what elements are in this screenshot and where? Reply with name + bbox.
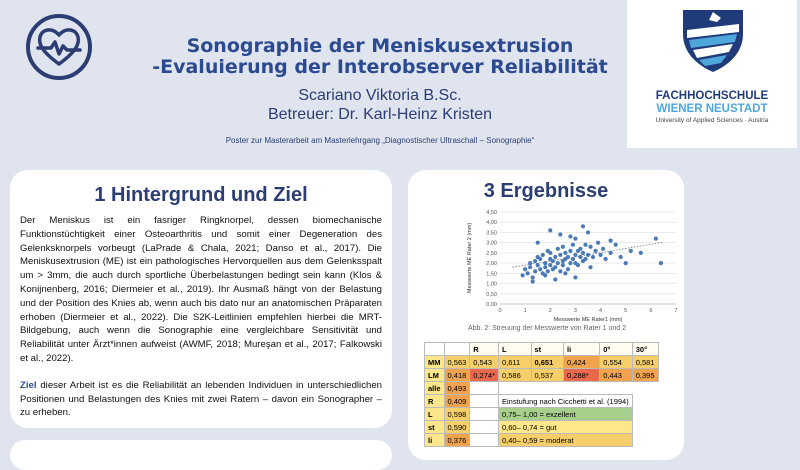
- table-row-label: R: [425, 395, 445, 408]
- table-row: [425, 434, 659, 447]
- table-row: [425, 356, 659, 369]
- scatter-point: [548, 251, 552, 255]
- table-cell: 0,543: [470, 356, 499, 369]
- scatter-point: [573, 236, 577, 240]
- table-cell: 0,590: [444, 421, 470, 434]
- table-cell: 0,611: [498, 356, 531, 369]
- scatter-point: [598, 253, 602, 257]
- scatter-point: [556, 247, 560, 251]
- scatter-point: [583, 257, 587, 261]
- table-header-cell: 0°: [600, 343, 633, 356]
- y-tick-label: 2,00: [486, 261, 497, 268]
- table-row: [425, 382, 659, 395]
- scatter-point: [639, 251, 643, 255]
- y-tick-label: 0,50: [486, 291, 497, 298]
- scatter-point: [558, 253, 562, 257]
- scatter-point: [563, 271, 567, 275]
- x-tick-label: 6: [649, 308, 653, 314]
- scatter-point: [546, 269, 550, 273]
- table-row: [425, 408, 659, 421]
- scatter-point: [553, 255, 557, 259]
- table-cell: 0,537: [531, 369, 564, 382]
- y-tick-label: 3,50: [486, 230, 497, 237]
- scatter-point: [586, 253, 590, 257]
- legend-title: Einstufung nach Cicchetti et al. (1994): [498, 395, 632, 408]
- table-spacer-cell: [470, 434, 499, 447]
- author-block: [150, 86, 610, 124]
- results-table: [424, 342, 659, 447]
- scatter-point: [573, 253, 577, 257]
- table-header-cell: li: [564, 343, 600, 356]
- title-line-1: Sonographie der Meniskusextrusion: [186, 35, 574, 57]
- scatter-point: [566, 255, 570, 259]
- table-spacer-cell: [470, 382, 499, 395]
- table-header-cell: R: [470, 343, 499, 356]
- table-row: [425, 369, 659, 382]
- scatter-point: [558, 232, 562, 236]
- methods-panel: [10, 440, 392, 470]
- background-text: [20, 214, 382, 420]
- poster-subtitle: Poster zur Masterarbeit am Masterlehrgang „Diagnostischer Ultraschall – Sonographie“: [225, 136, 535, 145]
- scatter-point: [548, 263, 552, 267]
- table-cell: 0,554: [600, 356, 633, 369]
- title-line-2: -Evaluierung der Interobserver Reliabilität: [152, 56, 608, 78]
- table-header-cell: [444, 343, 470, 356]
- table-row-label: li: [425, 434, 445, 447]
- results-panel: [408, 170, 684, 460]
- table-header-row: [425, 343, 659, 356]
- y-axis-label: Messwerte ME Rater 2 (mm): [467, 222, 473, 294]
- fh-logo: [627, 0, 797, 148]
- fh-name-line2: WIENER NEUSTADT: [656, 103, 768, 115]
- scatter-point: [548, 228, 552, 232]
- scatter-point: [541, 253, 545, 257]
- scatter-point: [551, 259, 555, 263]
- y-tick-label: 1,00: [486, 281, 497, 288]
- table-cell: 0,563: [444, 356, 470, 369]
- y-tick-label: 1,50: [486, 271, 497, 278]
- x-tick-label: 4: [599, 308, 603, 314]
- scatter-point: [536, 263, 540, 267]
- section-heading-results: 3 Ergebnisse: [483, 180, 609, 202]
- scatter-point: [604, 257, 608, 261]
- scatter-point: [609, 251, 613, 255]
- scatter-point: [586, 230, 590, 234]
- scatter-point: [531, 275, 535, 279]
- scatter-point: [531, 279, 535, 283]
- heart-pulse-logo: [24, 12, 94, 82]
- table-header-cell: st: [531, 343, 564, 356]
- scatter-point: [573, 275, 577, 279]
- table-row-label: alle: [425, 382, 445, 395]
- x-tick-label: 3: [573, 308, 577, 314]
- table-header-cell: [425, 343, 445, 356]
- heart-pulse-icon: [24, 12, 94, 82]
- scatter-point: [581, 251, 585, 255]
- table-header-cell: L: [498, 343, 531, 356]
- scatter-point: [654, 236, 658, 240]
- table-spacer-cell: [470, 408, 499, 421]
- scatter-point: [561, 263, 565, 267]
- fh-name-line3: University of Applied Sciences · Austria: [655, 117, 769, 124]
- table-cell: 0,288*: [564, 369, 600, 382]
- scatter-point: [588, 245, 592, 249]
- scatter-point: [571, 257, 575, 261]
- scatter-point: [526, 271, 530, 275]
- scatter-point: [553, 265, 557, 269]
- scatter-point: [619, 255, 623, 259]
- scatter-point: [543, 261, 547, 265]
- scatter-point: [566, 267, 570, 271]
- aim-label: Ziel: [20, 379, 37, 391]
- scatter-point: [596, 241, 600, 245]
- x-tick-label: 0: [498, 308, 502, 314]
- table-cell: 0,274*: [470, 369, 499, 382]
- chart-caption: Abb. 2: Streuung der Messwerte von Rater 1 und 2: [468, 325, 626, 332]
- table-cell: 0,493: [444, 382, 470, 395]
- table-row-label: LM: [425, 369, 445, 382]
- scatter-point: [543, 273, 547, 277]
- table-header-cell: 30°: [632, 343, 658, 356]
- table-cell: 0,409: [444, 395, 470, 408]
- table-cell: 0,395: [632, 369, 658, 382]
- legend-item: 0,75– 1,00 = exzellent: [498, 408, 632, 421]
- scatter-point: [528, 261, 532, 265]
- table-cell: 0,586: [498, 369, 531, 382]
- scatter-point: [556, 261, 560, 265]
- fh-name-line1: FACHHOCHSCHULE: [655, 90, 769, 102]
- author-name: Scariano Viktoria B.Sc.: [298, 87, 462, 104]
- table-row-label: L: [425, 408, 445, 421]
- scatter-point: [533, 259, 537, 263]
- scatter-point: [659, 261, 663, 265]
- scatter-point: [588, 265, 592, 269]
- scatter-point: [591, 255, 595, 259]
- fh-crest-icon: [677, 4, 749, 74]
- table-row-label: st: [425, 421, 445, 434]
- table-cell: 0,418: [444, 369, 470, 382]
- scatter-point: [601, 247, 605, 251]
- table-cell: 0,598: [444, 408, 470, 421]
- background-paragraph: Der Meniskus ist ein fasriger Ringknorpel, dessen biomechanische Funktionstüchtigkeit einer Osteoarthritis und somit einer Degeneration des Gelenksknorpels vorbeugt (LaPrade & Chala, 2021; Danso et al., 2017). Die Meniskusextrusion (ME) ist ein pathologisches Hervorquellen aus dem Gelenksspalt um > 3mm, die auch durch sportliche Überbelastungen bedingt sein kann (Klos & Konijnenberg, 2016; Diermeier et al., 2019). Ihr Ausmaß hängt von der Belastung und der Position des Knies ab, wenn auch bis dato nur an anatomischen Präparaten erhoben (Diermeier et al., 2022). Die S2K-Leitlinien empfehlen hierbei die MRT- Bildgebung, auch wenn die Sonographie eine vergleichbare Sensitivität und Reliabilität unter Ärzt*innen aufweist (AWMF, 2018; Mureşan et al., 2017; Falkowski et al., 2022).: [20, 215, 382, 364]
- scatter-point: [553, 277, 557, 281]
- table-row-label: MM: [425, 356, 445, 369]
- scatter-point: [576, 263, 580, 267]
- scatter-point: [571, 243, 575, 247]
- scatter-point: [568, 249, 572, 253]
- scatter-point: [536, 241, 540, 245]
- background-panel: [10, 170, 392, 428]
- y-tick-label: 2,50: [486, 250, 497, 257]
- scatter-point: [568, 234, 572, 238]
- scatter-point: [609, 239, 613, 243]
- table-cell: 0,443: [600, 369, 633, 382]
- table-row: [425, 395, 659, 408]
- legend-item: 0,60– 0,74 = gut: [498, 421, 632, 434]
- scatter-point: [528, 265, 532, 269]
- x-tick-label: 5: [624, 308, 628, 314]
- scatter-point: [561, 245, 565, 249]
- scatter-point: [538, 257, 542, 261]
- scatter-point: [558, 269, 562, 273]
- scatter-point: [614, 243, 618, 247]
- scatter-point: [521, 273, 525, 277]
- supervisor-name: Betreuer: Dr. Karl-Heinz Kristen: [267, 106, 493, 123]
- poster-title: [150, 36, 610, 78]
- y-tick-label: 3,00: [486, 240, 497, 247]
- table-spacer-cell: [470, 421, 499, 434]
- scatter-point: [538, 267, 542, 271]
- x-tick-label: 7: [674, 308, 678, 314]
- scatter-point: [523, 267, 527, 271]
- scatter-point: [563, 251, 567, 255]
- table-cell: 0,581: [632, 356, 658, 369]
- y-tick-label: 0,00: [486, 302, 497, 308]
- table-spacer-cell: [470, 395, 499, 408]
- scatter-point: [578, 247, 582, 251]
- table-cell: 0,651: [531, 356, 564, 369]
- scatter-point: [624, 261, 628, 265]
- aim-text: dieser Arbeit ist es die Reliabilität an lebenden Individuen in unterschiedlichen Positionen und Belastungen des Knies mit zwei Ratern – davon ein Sonographer – zu erheben.: [20, 379, 382, 419]
- y-tick-label: 4,50: [486, 210, 497, 216]
- x-tick-label: 1: [523, 308, 527, 314]
- scatter-point: [543, 265, 547, 269]
- scatter-point: [629, 249, 633, 253]
- section-heading-background: 1 Hintergrund und Ziel: [94, 184, 308, 206]
- scatter-chart: [464, 208, 684, 326]
- scatter-point: [578, 255, 582, 259]
- y-tick-label: 4,00: [486, 220, 497, 227]
- x-axis-label: Messwerte ME Rater1 (mm): [553, 317, 623, 323]
- table-cell: 0,424: [564, 356, 600, 369]
- scatter-point: [583, 243, 587, 247]
- scatter-point: [533, 269, 537, 273]
- table-row: [425, 421, 659, 434]
- table-cell: 0,376: [444, 434, 470, 447]
- x-tick-label: 2: [548, 308, 552, 314]
- scatter-point: [593, 249, 597, 253]
- scatter-point: [581, 224, 585, 228]
- aim-paragraph: [20, 379, 382, 420]
- scatter-point: [568, 261, 572, 265]
- legend-item: 0,40– 0,59 = moderat: [498, 434, 632, 447]
